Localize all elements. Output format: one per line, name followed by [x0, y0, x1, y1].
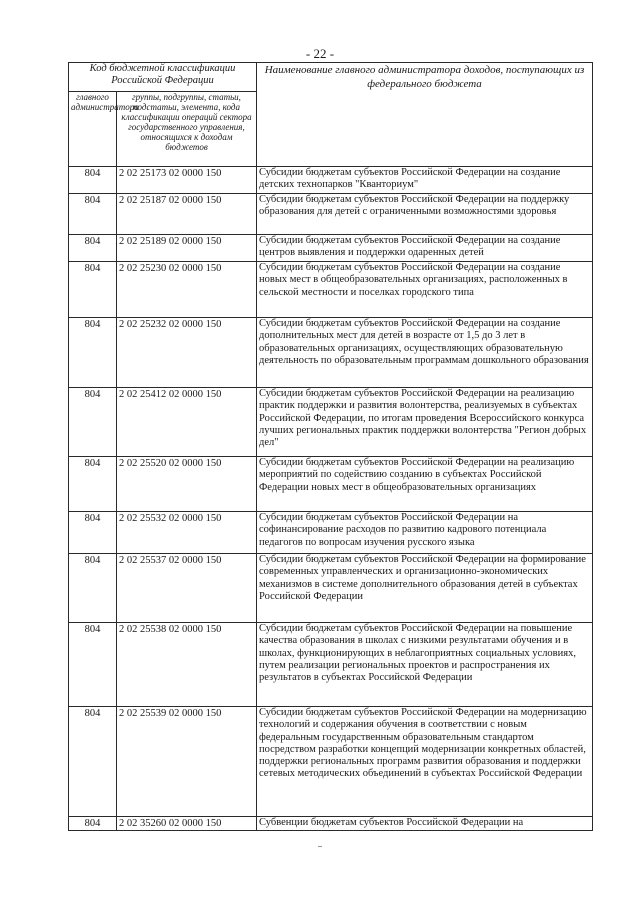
- classification-code-cell: 2 02 35260 02 0000 150: [117, 817, 257, 831]
- classification-code-cell: 2 02 25232 02 0000 150: [117, 318, 257, 388]
- classification-code-cell: 2 02 25189 02 0000 150: [117, 235, 257, 262]
- description-cell: Субсидии бюджетам субъектов Российской Федерации на формирование современных управленческих и организационно-экономических механизмов в системе дополнительного образования детей в субъектах Российской Федерации: [257, 554, 593, 623]
- description-cell: Субвенции бюджетам субъектов Российской Федерации на: [257, 817, 593, 831]
- admin-code-cell: 804: [69, 457, 117, 512]
- table-row: [69, 457, 593, 512]
- table-row: [69, 194, 593, 235]
- table-header-row: [69, 63, 593, 92]
- header-admin-name: Наименование главного администратора доходов, поступающих из федерального бюджета: [257, 63, 593, 167]
- admin-code-cell: 804: [69, 817, 117, 831]
- table-row: [69, 512, 593, 554]
- header-budget-code: Код бюджетной классификации Российской Федерации: [69, 63, 257, 92]
- table-row: [69, 388, 593, 457]
- table-row: [69, 262, 593, 318]
- classification-code-cell: 2 02 25537 02 0000 150: [117, 554, 257, 623]
- admin-code-cell: 804: [69, 512, 117, 554]
- page-number: - 22 -: [305, 46, 335, 61]
- description-cell: Субсидии бюджетам субъектов Российской Федерации на модернизацию технологий и содержания обучения в соответствии с новым федеральным государственным образовательным стандартом посредством разработки концепций модернизации конкретных областей, поддержки региональных программ развития образования и поддержки сетевых методических объединений в субъектах Российской Федерации: [257, 707, 593, 817]
- table-row: [69, 235, 593, 262]
- description-cell: Субсидии бюджетам субъектов Российской Федерации на реализацию практик поддержки и развития волонтерства, реализуемых в субъектах Российской Федерации, по итогам проведения Всероссийского конкурса лучших региональных практик поддержки волонтерства "Регион добрых дел": [257, 388, 593, 457]
- table-row: [69, 817, 593, 831]
- budget-classification-table: [68, 62, 593, 831]
- admin-code-cell: 804: [69, 167, 117, 194]
- description-cell: Субсидии бюджетам субъектов Российской Федерации на реализацию мероприятий по содействию созданию в субъектах Российской Федерации новых мест в общеобразовательных организациях: [257, 457, 593, 512]
- classification-code-cell: 2 02 25173 02 0000 150: [117, 167, 257, 194]
- table-row: [69, 167, 593, 194]
- description-cell: Субсидии бюджетам субъектов Российской Федерации на повышение качества образования в школах с низкими результатами обучения и в школах, функционирующих в неблагоприятных социальных условиях, путем реализации региональных проектов и распространения их результатов в субъектах Российской Федерации: [257, 623, 593, 707]
- description-cell: Субсидии бюджетам субъектов Российской Федерации на софинансирование расходов по развитию кадрового потенциала педагогов по вопросам изучения русского языка: [257, 512, 593, 554]
- classification-code-cell: 2 02 25532 02 0000 150: [117, 512, 257, 554]
- description-cell: Субсидии бюджетам субъектов Российской Федерации на создание дополнительных мест для детей в возрасте от 1,5 до 3 лет в образовательных организациях, осуществляющих образовательную деятельность по образовательным программам дошкольного образования: [257, 318, 593, 388]
- header-group-code: группы, подгруппы, статьи, подстатьи, элемента, кода классификации операций сектора государственного управления, относящихся к доходам бюджетов: [117, 92, 257, 167]
- admin-code-cell: 804: [69, 235, 117, 262]
- admin-code-cell: 804: [69, 318, 117, 388]
- classification-code-cell: 2 02 25412 02 0000 150: [117, 388, 257, 457]
- admin-code-cell: 804: [69, 262, 117, 318]
- table-row: [69, 318, 593, 388]
- classification-code-cell: 2 02 25230 02 0000 150: [117, 262, 257, 318]
- admin-code-cell: 804: [69, 707, 117, 817]
- admin-code-cell: 804: [69, 623, 117, 707]
- classification-code-cell: 2 02 25539 02 0000 150: [117, 707, 257, 817]
- classification-code-cell: 2 02 25538 02 0000 150: [117, 623, 257, 707]
- description-cell: Субсидии бюджетам субъектов Российской Федерации на создание центров выявления и поддержки одаренных детей: [257, 235, 593, 262]
- classification-code-cell: 2 02 25187 02 0000 150: [117, 194, 257, 235]
- admin-code-cell: 804: [69, 388, 117, 457]
- classification-code-cell: 2 02 25520 02 0000 150: [117, 457, 257, 512]
- scan-mark: [318, 846, 322, 847]
- table-row: [69, 707, 593, 817]
- table-row: [69, 554, 593, 623]
- description-cell: Субсидии бюджетам субъектов Российской Федерации на создание новых мест в общеобразовательных организациях, расположенных в сельской местности и поселках городского типа: [257, 262, 593, 318]
- description-cell: Субсидии бюджетам субъектов Российской Федерации на поддержку образования для детей с ограниченными возможностями здоровья: [257, 194, 593, 235]
- admin-code-cell: 804: [69, 194, 117, 235]
- table-row: [69, 623, 593, 707]
- description-cell: Субсидии бюджетам субъектов Российской Федерации на создание детских технопарков "Кванториум": [257, 167, 593, 194]
- admin-code-cell: 804: [69, 554, 117, 623]
- header-main-admin: главного администратора: [69, 92, 117, 167]
